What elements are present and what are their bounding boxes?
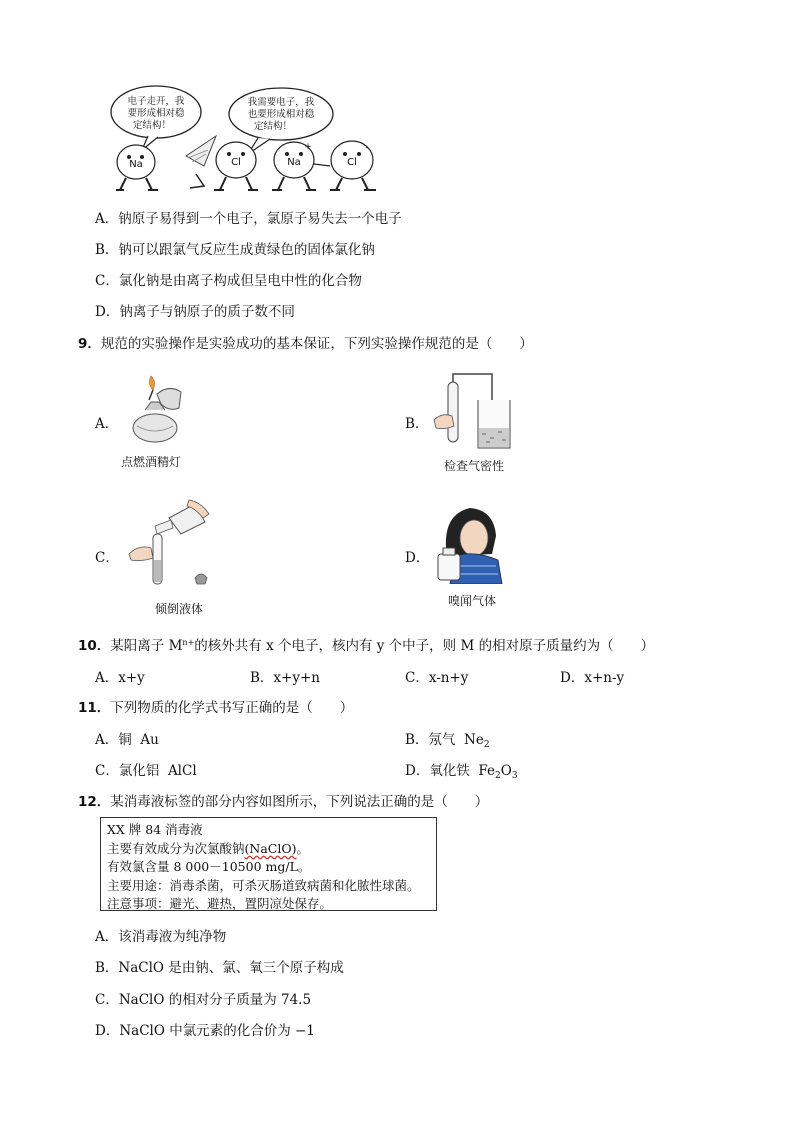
q9-caption-a: 点燃酒精灯 xyxy=(121,455,182,469)
q9-caption-d: 嗅闻气体 xyxy=(448,594,497,608)
q12-option-d: D．NaClO 中氯元素的化合价为 −1 xyxy=(95,1023,315,1039)
bubble-right-line-2: 也要形成相对稳 xyxy=(247,109,315,120)
airtightness-check-icon xyxy=(432,370,516,456)
svg-text:+: + xyxy=(304,142,312,152)
bubble-right-line-3: 定结构！ xyxy=(253,121,293,132)
bubble-left-line-1: 电子走开，我 xyxy=(127,96,185,107)
ionic-bond-cartoon xyxy=(108,84,390,196)
q10-stem: 10．某阳离子 $M^{n+}$的核外共有 x 个电子，核内有 y 个中子，则 M 的相对原子质量约为（ ） xyxy=(78,638,655,654)
atom-na-left xyxy=(116,145,158,190)
label-line-1: XX 牌 84 消毒液 xyxy=(107,822,203,837)
atom-cl-left xyxy=(214,142,258,190)
q11-option-d: D．氧化铁 $Fe_2O_3$ xyxy=(405,763,518,781)
q11-option-b: B．氖气 $Ne_2$ xyxy=(405,732,490,750)
q8-option-c: C．氯化钠是由离子构成但呈电中性的化合物 xyxy=(95,273,362,289)
alcohol-lamp-lighting-icon xyxy=(125,370,185,448)
q9-option-a-letter: A． xyxy=(95,416,119,432)
q12-option-b: B．NaClO 是由钠、氯、氧三个原子构成 xyxy=(95,960,344,976)
pouring-liquid-icon xyxy=(125,498,217,590)
smelling-gas-icon xyxy=(436,504,504,584)
q10-option-a: A．x+y xyxy=(95,670,145,686)
label-line-4: 主要用途：消毒杀菌，可杀灭肠道致病菌和化脓性球菌。 xyxy=(107,877,420,893)
q9-option-d-letter: D． xyxy=(405,550,430,566)
atom-na-ion xyxy=(272,142,316,190)
q9-caption-c: 倾倒液体 xyxy=(155,602,204,616)
label-line-2: 主要有效成分为次氯酸钠(NaClO)。 xyxy=(107,840,309,856)
svg-text:Cl: Cl xyxy=(347,157,357,168)
q10-option-c: C．x-n+y xyxy=(405,670,469,686)
svg-text:Cl: Cl xyxy=(231,157,241,168)
bubble-left-line-3: 定结构！ xyxy=(132,120,172,131)
q8-option-a: A．钠原子易得到一个电子，氯原子易失去一个电子 xyxy=(95,211,402,227)
q11-stem: 11．下列物质的化学式书写正确的是（ ） xyxy=(78,700,354,716)
bubble-right-line-1: 我需要电子，我 xyxy=(247,97,315,108)
q11-option-a: A．铜 Au xyxy=(95,732,159,748)
q8-option-d: D．钠离子与钠原子的质子数不同 xyxy=(95,304,295,320)
q10-option-b: B．x+y+n xyxy=(250,670,320,686)
bubble-left-line-2: 要形成相对稳 xyxy=(127,108,185,119)
svg-text:-: - xyxy=(365,143,369,153)
q12-option-c: C．NaClO 的相对分子质量为 74.5 xyxy=(95,992,312,1008)
q9-option-b-letter: B． xyxy=(405,416,429,432)
q12-stem: 12．某消毒液标签的部分内容如图所示，下列说法正确的是（ ） xyxy=(78,794,489,810)
label-line-3: 有效氯含量 8 000－10500 mg/L。 xyxy=(107,859,311,875)
q12-option-a: A．该消毒液为纯净物 xyxy=(95,929,227,945)
disinfectant-label-box xyxy=(100,817,437,911)
atom-cl-ion xyxy=(330,141,376,190)
q9-option-c-letter: C． xyxy=(95,550,119,566)
q8-option-b: B．钠可以跟氯气反应生成黄绿色的固体氯化钠 xyxy=(95,242,375,258)
q10-option-d: D．x+n-y xyxy=(560,670,625,686)
svg-text:Na: Na xyxy=(129,159,143,170)
svg-text:Na: Na xyxy=(287,157,301,168)
q9-caption-b: 检查气密性 xyxy=(444,459,505,473)
q11-option-c: C．氯化铝 AlCl xyxy=(95,763,197,779)
q9-stem: 9．规范的实验操作是实验成功的基本保证，下列实验操作规范的是（ ） xyxy=(78,336,533,352)
label-line-5: 注意事项：避光、避热，置阴凉处保存。 xyxy=(107,896,333,912)
